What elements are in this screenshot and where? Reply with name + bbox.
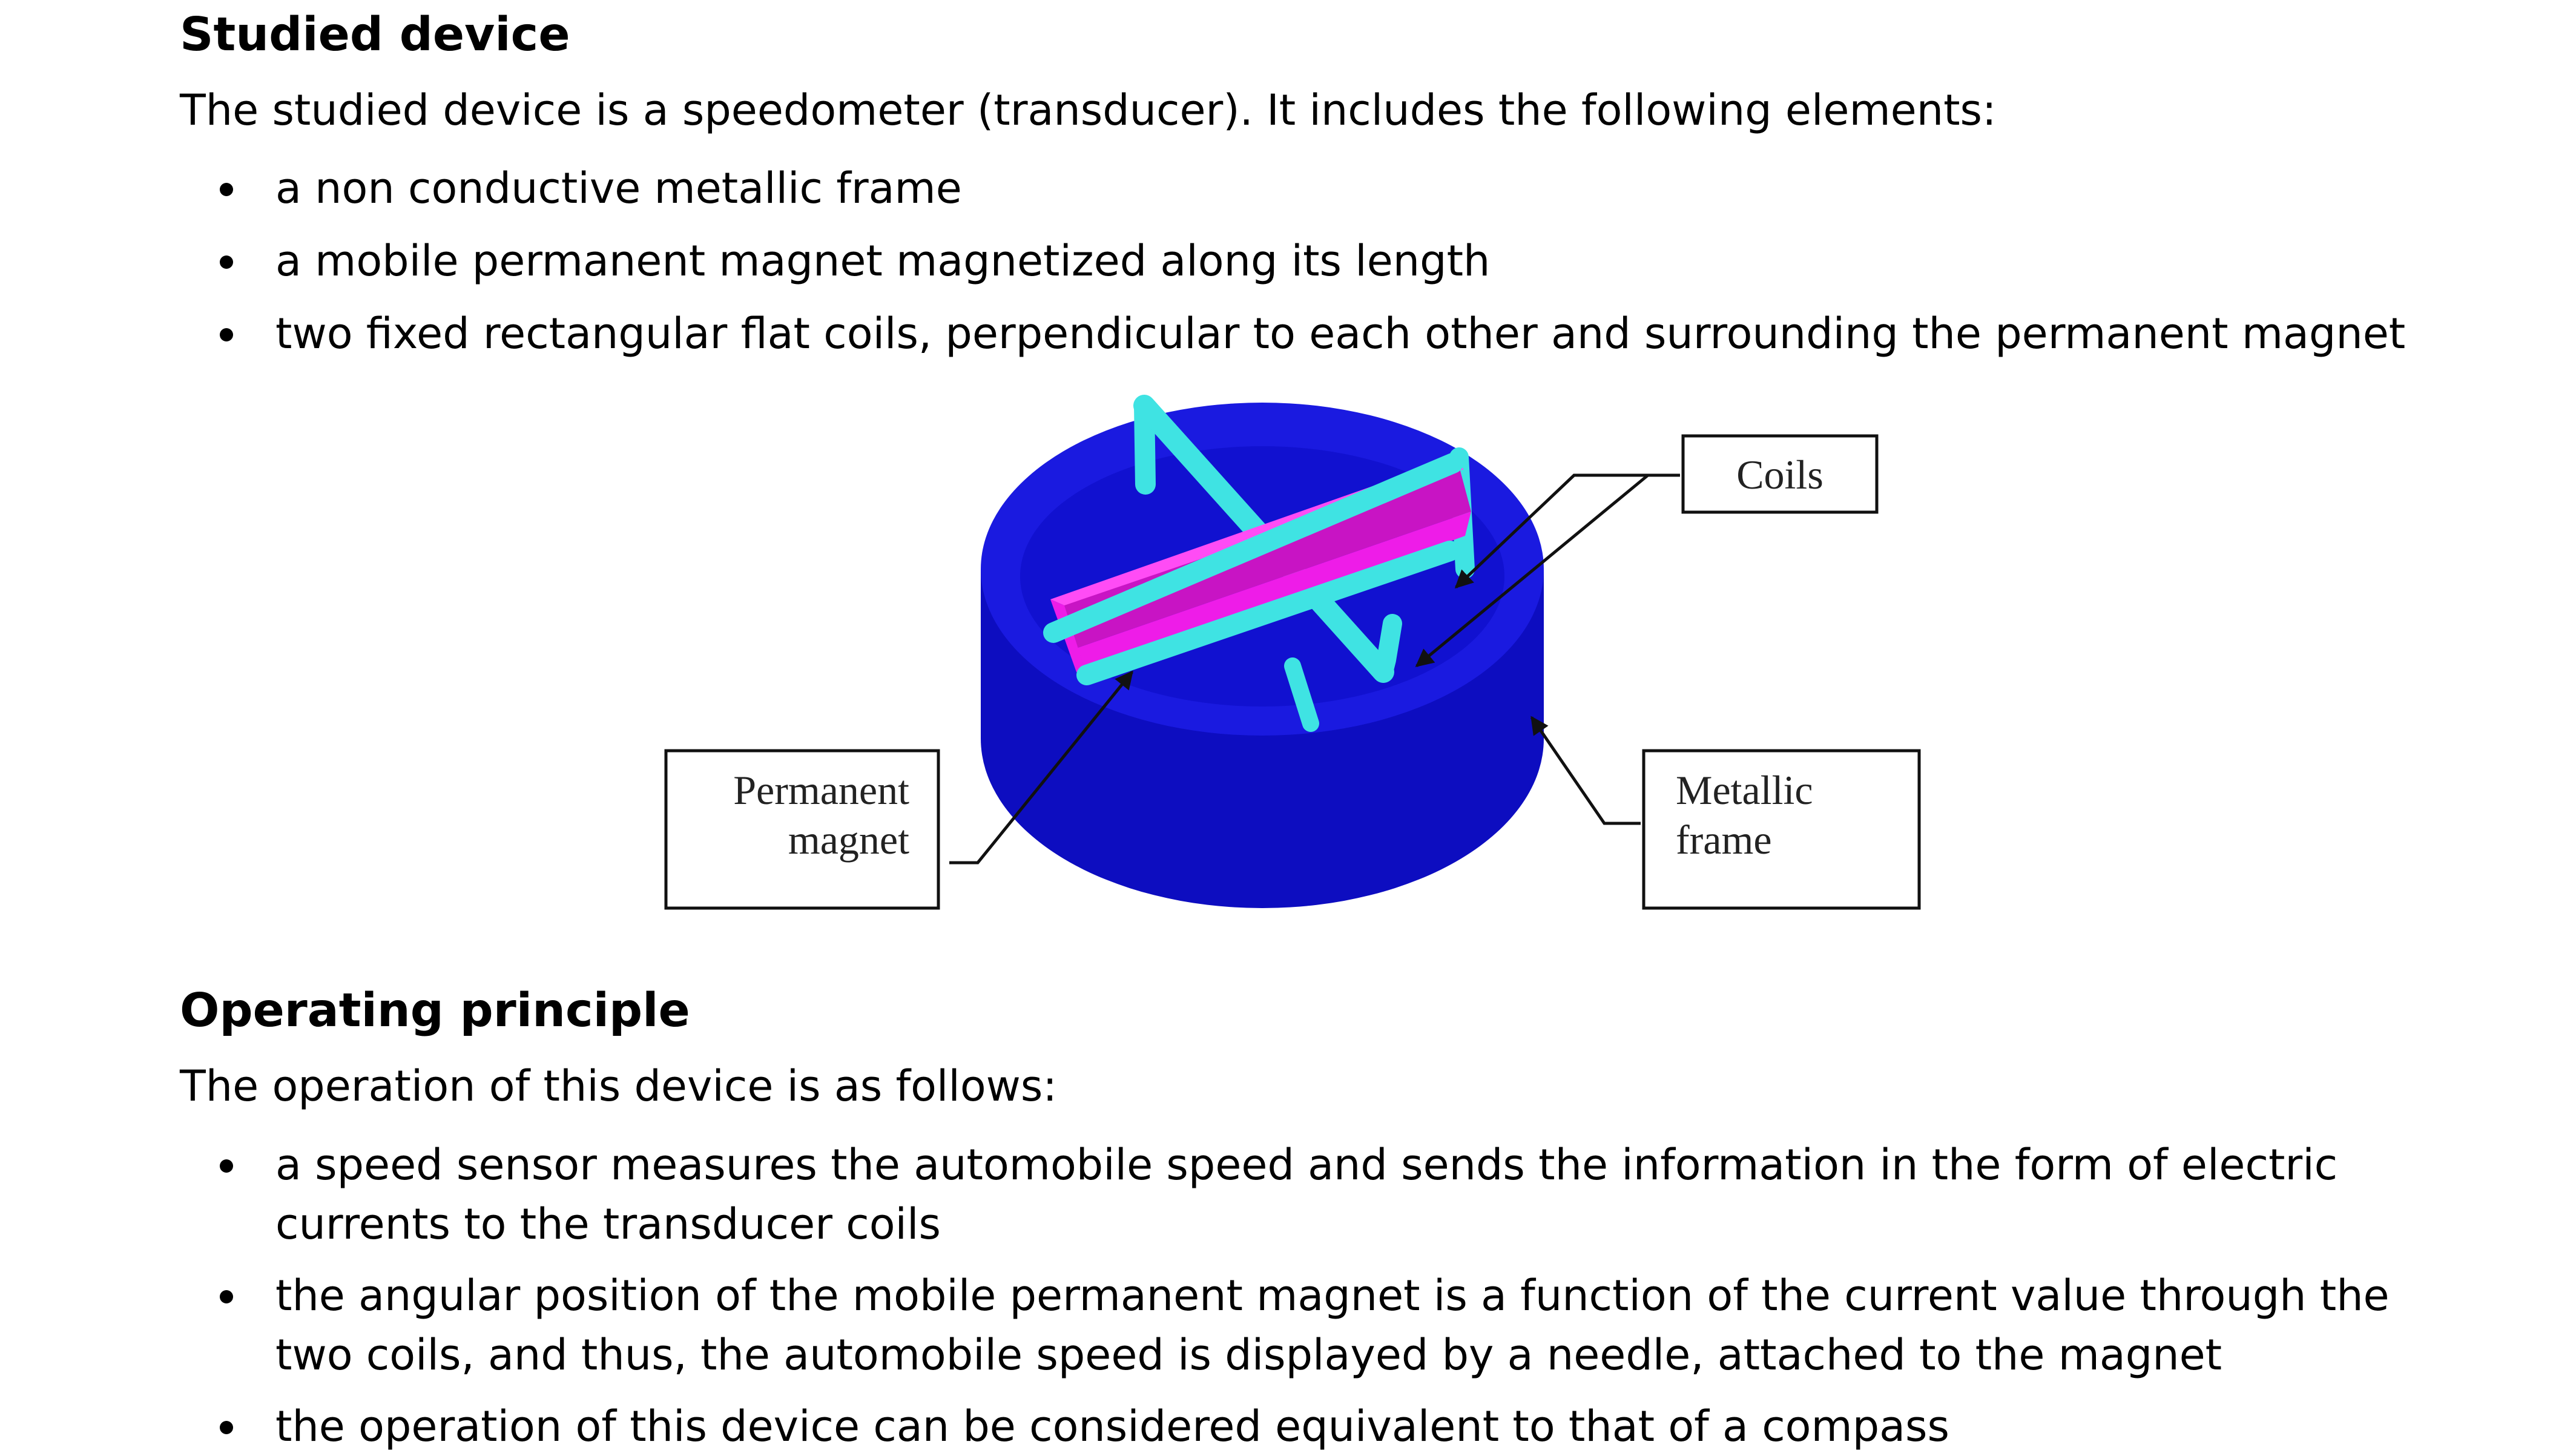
speedometer-diagram xyxy=(660,387,1943,920)
list-item: the angular position of the mobile permanent magnet is a function of the current value through the two coils, and thus, the automobile speed is displayed by a needle, attached to the magnet xyxy=(180,1266,2456,1385)
list-item: a non conductive metallic frame xyxy=(180,159,2456,218)
element-list xyxy=(180,159,2456,363)
operation-list xyxy=(180,1135,2456,1456)
bullet-icon xyxy=(220,1290,233,1303)
section-intro-studied-device: The studied device is a speedometer (transducer). It includes the following elements: xyxy=(180,85,1997,135)
section-heading-studied-device: Studied device xyxy=(180,8,570,62)
label-coils-text: Coils xyxy=(1736,452,1824,498)
bullet-icon xyxy=(220,328,233,341)
svg-text:Metallic: Metallic xyxy=(1676,767,1813,813)
bullet-icon xyxy=(220,183,233,196)
bullet-icon xyxy=(220,255,233,269)
label-permanent-magnet xyxy=(666,751,938,908)
bullet-icon xyxy=(220,1159,233,1173)
list-item: the operation of this device can be considered equivalent to that of a compass xyxy=(180,1397,2456,1456)
list-item: a mobile permanent magnet magnetized along its length xyxy=(180,231,2456,291)
list-item: a speed sensor measures the automobile speed and sends the information in the form of electric currents to the transducer coils xyxy=(180,1135,2456,1254)
section-heading-operating-principle: Operating principle xyxy=(180,984,690,1038)
label-coils xyxy=(1683,436,1877,512)
svg-text:magnet: magnet xyxy=(788,817,909,863)
svg-text:Permanent: Permanent xyxy=(733,767,909,813)
section-intro-operating-principle: The operation of this device is as follows: xyxy=(180,1061,1057,1111)
bullet-icon xyxy=(220,1421,233,1434)
svg-text:frame: frame xyxy=(1676,817,1772,863)
label-metallic-frame xyxy=(1644,751,1919,908)
list-item: two fixed rectangular flat coils, perpendicular to each other and surrounding the permanent magnet xyxy=(180,304,2456,363)
